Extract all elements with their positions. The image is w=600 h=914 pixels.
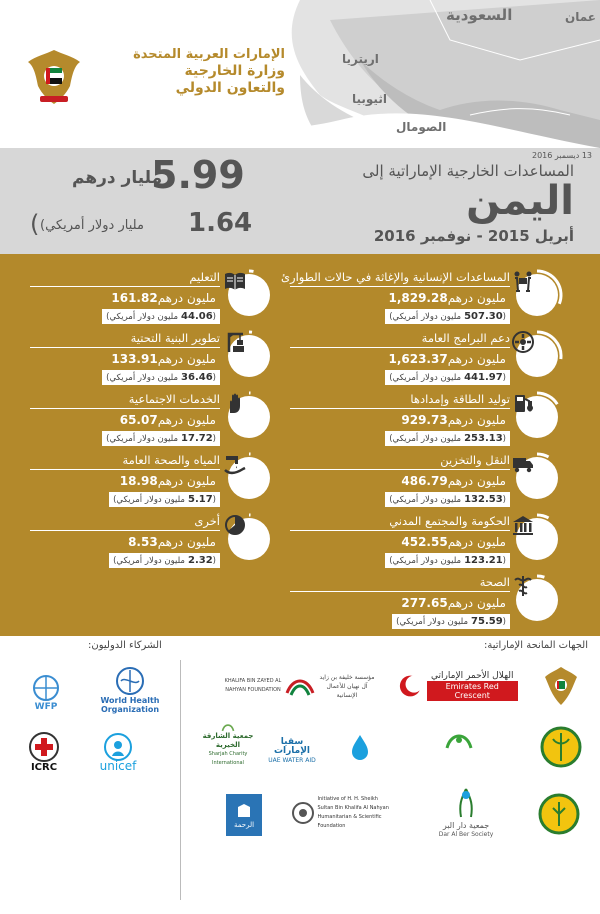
red-crescent-en: Emirates Red Crescent <box>427 681 519 701</box>
sector-usd-paren: ( <box>212 373 216 383</box>
sector-aed-amount <box>401 596 510 610</box>
sector-aed-value: 161.82 <box>111 291 158 305</box>
sector-ring <box>516 396 558 438</box>
khalifa-en: KHALIFA BIN ZAYED AL NAHYAN FOUNDATION <box>224 678 282 693</box>
partners-divider <box>180 660 181 900</box>
icrc-logo <box>18 726 70 776</box>
mbr-charity-logo <box>400 722 518 768</box>
sector-aed-unit: مليون درهم <box>157 535 216 549</box>
sector-usd-paren: ( <box>502 617 506 627</box>
sector-usd-value: 441.97 <box>464 372 503 383</box>
wfp-logo <box>22 668 70 716</box>
sector-aed-value: 8.53 <box>128 535 158 549</box>
who-logo-icon <box>113 666 147 696</box>
sector-usd-unit: مليون دولار أمريكي) <box>106 434 179 444</box>
sectors-panel <box>0 254 600 636</box>
sector-usd-paren: ( <box>502 556 506 566</box>
dar-ar: جمعية دار البر <box>442 821 490 830</box>
water-drop-icon <box>349 733 371 761</box>
sector-aed-unit: مليون درهم <box>447 596 506 610</box>
caduceus-icon <box>511 574 535 598</box>
sector-underline <box>30 286 220 287</box>
sector-usd-value: 17.72 <box>181 433 213 444</box>
sector-usd-unit: مليون دولار أمريكي) <box>389 312 462 322</box>
sector-usd-box <box>385 431 510 446</box>
sector-aed-value: 133.91 <box>111 352 158 366</box>
sector-usd-paren: ( <box>212 312 216 322</box>
total-aed-value: 5.99 <box>151 153 245 197</box>
people-carrying-box-icon <box>511 269 535 293</box>
sharjah-charity-logo <box>196 722 260 768</box>
sector-underline <box>30 408 220 409</box>
sector-name: المياه والصحة العامة <box>122 453 220 467</box>
sector-aed-value: 1,623.37 <box>388 352 448 366</box>
sector-usd-unit: مليون دولار أمريكي) <box>389 495 462 505</box>
sector-aed-amount <box>111 291 220 305</box>
sector-usd-box <box>109 492 220 507</box>
sector-underline <box>290 591 510 592</box>
rahma-text: الرحمة <box>233 820 255 829</box>
sector-aed-unit: مليون درهم <box>157 474 216 488</box>
sector-usd-paren: ( <box>212 434 216 444</box>
map-label-somalia: الصومال <box>396 120 447 134</box>
sector-underline <box>290 469 510 470</box>
sector-aed-value: 929.73 <box>401 413 448 427</box>
ministry-line1: الإمارات العربية المتحدة <box>133 47 285 62</box>
sector-name: الخدمات الاجتماعية <box>128 392 220 406</box>
sector-usd-paren: ( <box>502 312 506 322</box>
unicef-logo-icon <box>102 732 134 762</box>
sector-usd-unit: مليون دولار أمريكي) <box>389 373 462 383</box>
sector-ring <box>516 457 558 499</box>
sector-usd-paren: ( <box>502 495 506 505</box>
sector-usd-value: 132.53 <box>464 494 503 505</box>
total-usd-unit: مليار دولار أمريكي) <box>40 218 144 233</box>
sector-usd-box <box>392 614 510 629</box>
hand-icon <box>223 391 247 415</box>
sector-usd-value: 75.59 <box>471 616 503 627</box>
subtitle: المساعدات الخارجية الإماراتية إلى <box>362 162 574 180</box>
header <box>0 0 600 148</box>
map-label-eritrea: اريتريا <box>342 52 379 66</box>
period: أبريل 2015 - نوفمبر 2016 <box>373 227 574 245</box>
sector-aed-amount <box>388 291 510 305</box>
sector-ring <box>516 274 558 316</box>
sector-name: أخرى <box>194 514 220 528</box>
sector-ring <box>228 274 270 316</box>
uae-emblem-small-icon <box>543 665 579 707</box>
truck-icon <box>511 452 535 476</box>
book-icon <box>223 269 247 293</box>
sector-usd-unit: مليون دولار أمريكي) <box>389 556 462 566</box>
uae-emblem-icon <box>24 46 84 110</box>
sector-ring <box>228 518 270 560</box>
zayed-foundation-logo <box>536 722 586 772</box>
sector-ring <box>516 579 558 621</box>
uae-water-aid-text <box>262 738 322 765</box>
wheat-emblem-icon <box>537 792 581 836</box>
sector-usd-box <box>102 370 220 385</box>
sector-usd-paren: ( <box>502 434 506 444</box>
icrc-logo-icon <box>28 731 60 763</box>
who-logo <box>90 662 170 718</box>
red-crescent-icon <box>398 673 423 699</box>
map-label-oman: عمان <box>565 10 596 24</box>
sector-usd-value: 5.17 <box>187 494 213 505</box>
sector-name: النقل والتخزين <box>440 453 510 467</box>
sector-usd-unit: مليون دولار أمريكي) <box>106 312 179 322</box>
sector-usd-value: 2.32 <box>187 555 213 566</box>
sector-name: تطوير البنية التحتية <box>130 331 220 345</box>
sector-aed-unit: مليون درهم <box>447 535 506 549</box>
sector-usd-box <box>102 309 220 324</box>
sector-usd-box <box>102 431 220 446</box>
sultan-foundation-icon <box>291 801 315 825</box>
sector-aed-amount <box>401 474 510 488</box>
total-usd-value: 1.64 <box>188 208 253 238</box>
wfp-logo-text: WFP <box>34 701 58 712</box>
sector-aed-amount <box>111 352 220 366</box>
title-band <box>0 148 600 254</box>
sector-usd-unit: مليون دولار أمريكي) <box>106 373 179 383</box>
total-usd-paren: ( <box>30 210 40 238</box>
sector-usd-value: 253.13 <box>464 433 503 444</box>
dar-en: Dar Al Ber Society <box>438 831 494 838</box>
sector-aed-amount <box>388 352 510 366</box>
ministry-name <box>90 46 285 97</box>
sector-aed-amount <box>401 535 510 549</box>
fuel-pump-icon <box>511 391 535 415</box>
zayed-foundation-icon <box>539 725 583 769</box>
sector-usd-box <box>385 309 510 324</box>
mbr-charity-icon <box>441 728 477 754</box>
khalifa-foundation-icon <box>283 671 317 701</box>
sharjah-en: Sharjah Charity International <box>208 751 248 766</box>
sector-underline <box>290 408 510 409</box>
sector-ring <box>228 396 270 438</box>
government-building-icon <box>511 513 535 537</box>
sector-usd-box <box>385 553 510 568</box>
sector-usd-unit: مليون دولار أمريكي) <box>113 495 185 505</box>
sector-aed-value: 486.79 <box>401 474 448 488</box>
dar-al-ber-logo <box>430 778 502 848</box>
wfp-logo-icon <box>29 673 63 703</box>
map-label-saudi: السعودية <box>446 6 513 24</box>
sector-usd-value: 44.06 <box>181 311 213 322</box>
country-title: اليمن <box>466 178 574 224</box>
sector-usd-box <box>385 492 510 507</box>
sector-ring <box>516 518 558 560</box>
sector-aed-value: 1,829.28 <box>388 291 448 305</box>
sector-usd-unit: مليون دولار أمريكي) <box>113 556 185 566</box>
sector-usd-paren: ( <box>502 373 506 383</box>
sector-usd-unit: مليون دولار أمريكي) <box>389 434 462 444</box>
sharjah-ar: جمعية الشارقة الخيرية <box>202 732 254 749</box>
dar-al-ber-icon <box>453 787 479 821</box>
sector-aed-amount <box>120 474 220 488</box>
sector-usd-value: 123.21 <box>464 555 503 566</box>
sector-ring <box>516 335 558 377</box>
sector-aed-unit: مليون درهم <box>447 474 506 488</box>
total-aed-unit: مليار درهم <box>72 168 163 188</box>
sharjah-charity-icon <box>216 722 240 732</box>
sector-aed-unit: مليون درهم <box>157 352 216 366</box>
sector-aed-value: 452.55 <box>401 535 448 549</box>
sector-aed-amount <box>128 535 220 549</box>
sector-usd-box <box>109 553 220 568</box>
report-date: 13 ديسمبر 2016 <box>531 151 592 160</box>
khalifa-foundation-logo <box>220 668 380 704</box>
sector-underline <box>290 530 510 531</box>
sector-aed-unit: مليون درهم <box>447 352 506 366</box>
sector-name: الصحة <box>479 575 510 589</box>
sector-aed-unit: مليون درهم <box>447 291 506 305</box>
khalifa-ar: مؤسسة خليفة بن زايد آل نهيان للأعمال الإنسانية <box>319 673 375 699</box>
intl-partners-label: الشركاء الدوليون: <box>88 640 162 651</box>
water-tap-icon <box>223 452 247 476</box>
gear-circle-icon <box>511 330 535 354</box>
sector-aed-unit: مليون درهم <box>447 413 506 427</box>
unicef-logo-text: unicef <box>99 758 137 773</box>
mbr-charity-text <box>400 754 518 763</box>
mbz-charity-logo <box>532 790 586 838</box>
icrc-logo-text: ICRC <box>30 761 58 773</box>
map-label-ethiopia: اثيوبيا <box>352 92 387 106</box>
uae-water-aid-logo <box>330 722 390 772</box>
sector-name: الحكومة والمجتمع المدني <box>389 514 510 528</box>
sector-name: توليد الطاقة وإمدادها <box>410 392 510 406</box>
sector-underline <box>30 469 220 470</box>
sector-underline <box>30 530 220 531</box>
sector-aed-unit: مليون درهم <box>157 291 216 305</box>
sector-ring <box>228 335 270 377</box>
red-crescent-ar: الهلال الأحمر الإماراتي <box>431 670 514 681</box>
sector-name: دعم البرامج العامة <box>421 331 510 345</box>
rahma-logo <box>226 794 262 836</box>
sector-aed-amount <box>401 413 510 427</box>
sector-aed-unit: مليون درهم <box>157 413 216 427</box>
sector-usd-paren: ( <box>212 495 216 505</box>
sector-usd-unit: مليون دولار أمريكي) <box>396 617 469 627</box>
sector-aed-amount <box>120 413 220 427</box>
sector-usd-value: 507.30 <box>464 311 503 322</box>
water-ar: سقيا الإمارات <box>273 737 311 756</box>
unicef-logo <box>90 726 146 776</box>
crane-icon <box>223 330 247 354</box>
red-crescent-logo <box>398 668 518 704</box>
sector-aed-value: 18.98 <box>119 474 158 488</box>
sector-name: التعليم <box>189 270 220 284</box>
sultan-foundation-logo <box>290 796 394 830</box>
sector-usd-value: 36.46 <box>181 372 213 383</box>
ministry-line3: والتعاون الدولي <box>175 80 285 96</box>
sultan-en: Initiative of H. H. Sheikh Sultan Bin Khalifa Al Nahyan Humanitarian & Scientific Foundation <box>317 796 389 829</box>
sector-usd-paren: ( <box>212 556 216 566</box>
sector-underline <box>30 347 220 348</box>
who-logo-text: World Health Organization <box>100 696 160 714</box>
sector-aed-value: 277.65 <box>401 596 448 610</box>
sector-ring <box>228 457 270 499</box>
sector-aed-value: 65.07 <box>119 413 158 427</box>
rahma-icon <box>234 801 254 821</box>
sector-underline <box>290 286 510 287</box>
sector-name: المساعدات الإنسانية والإغاثة في حالات الطوارئ <box>281 270 510 284</box>
water-en: UAE WATER AID <box>268 757 316 764</box>
pie-icon <box>223 513 247 537</box>
emirati-donors-label: الجهات المانحة الإماراتية: <box>484 640 588 651</box>
ministry-line2: وزارة الخارجية <box>184 63 285 79</box>
sector-underline <box>290 347 510 348</box>
sector-usd-box <box>385 370 510 385</box>
uae-emblem-small <box>538 662 584 710</box>
